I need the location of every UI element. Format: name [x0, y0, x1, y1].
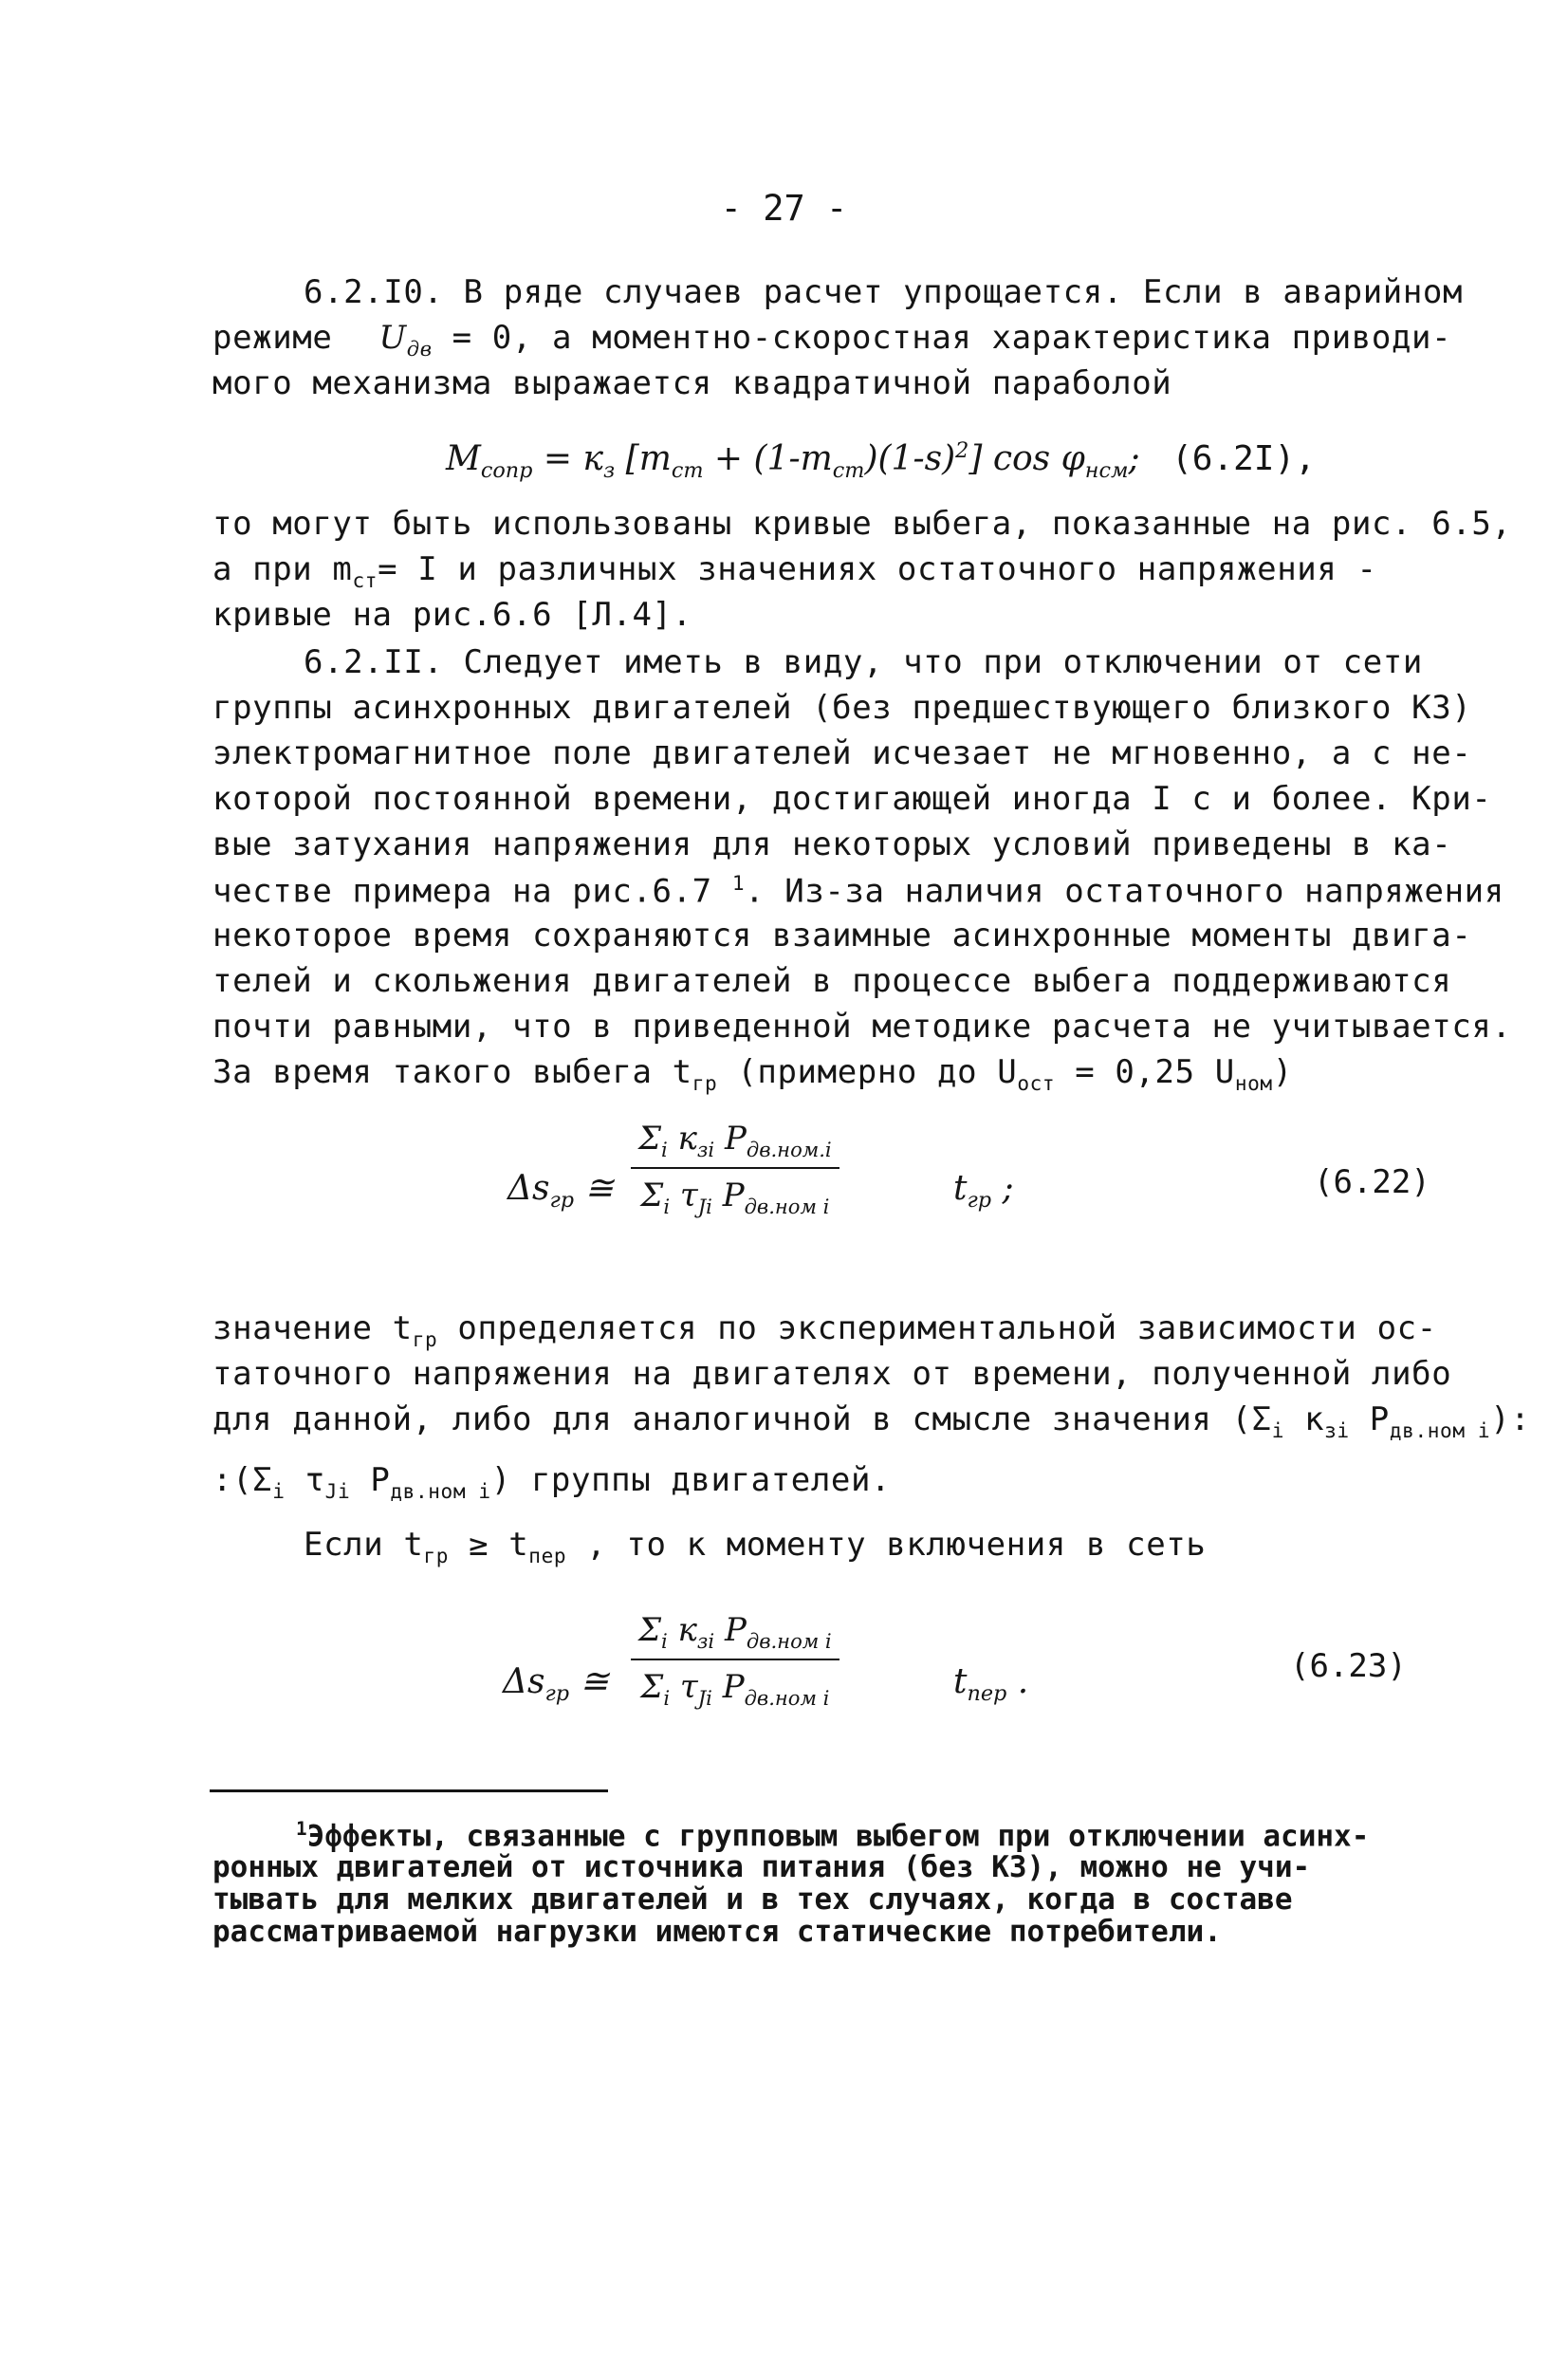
text-line: 6.2.II. Следует иметь в виду, что при отключении от сети — [304, 643, 1423, 681]
math-symbol: $U_{дв}$ — [378, 319, 433, 361]
equation-6-21 — [446, 438, 1316, 483]
page-number: - 27 - — [720, 188, 848, 229]
text-line: для данной, либо для аналогичной в смысле значения ($\Sigma_i$ $к_{зi}$ $P_{дв.ном i}$): — [212, 1400, 1531, 1442]
equation-6-23-rhs: $t_{пер}$ . — [953, 1662, 1029, 1707]
fraction-denominator: $\Sigma_i$ $\tau_{Ji}$ $P_{дв.ном i}$ — [640, 1176, 830, 1218]
text-line: 6.2.I0. В ряде случаев расчет упрощается. Если в аварийном — [304, 273, 1464, 311]
footnote-line: ронных двигателей от источника питания (без КЗ), можно не учи- — [212, 1850, 1311, 1884]
text-line — [212, 319, 1451, 361]
text-line: значение $t_{гр}$ определяется по экспериментальной зависимости ос- — [212, 1309, 1437, 1351]
text-line: некоторое время сохраняются взаимные асинхронные моменты двига- — [212, 917, 1472, 955]
text-fragment: режиме — [212, 319, 333, 357]
text-line: кривые на рис.6.6 [Л.4]. — [212, 596, 692, 634]
text-line: которой постоянной времени, достигающей иногда I с и более. Кри- — [212, 780, 1492, 818]
equation-6-22-lhs: $\Delta s_{гр}$ ≅ — [507, 1169, 614, 1214]
fraction-numerator: $\Sigma_i$ $к_{зi}$ $P_{дв.ном.i}$ — [631, 1120, 839, 1169]
equation-number: (6.22) — [1314, 1163, 1430, 1201]
text-line: мого механизма выражается квадратичной параболой — [212, 364, 1172, 402]
equation-number: (6.23) — [1290, 1647, 1407, 1685]
fraction-numerator: $\Sigma_i$ $к_{зi}$ $P_{дв.ном i}$ — [631, 1611, 839, 1660]
equation-6-23-fraction — [631, 1611, 839, 1710]
fraction-denominator: $\Sigma_i$ $\tau_{Ji}$ $P_{дв.ном i}$ — [640, 1667, 830, 1710]
text-line: электромагнитное поле двигателей исчезает не мгновенно, а с не- — [212, 734, 1472, 772]
equation-formula: $M_{сопр} = к_з$ $[m_{ст} + (1-m_{ст})(1-s)^2]$ $\cos \varphi_{нсм}$; — [446, 438, 1140, 484]
text-line: вые затухания напряжения для некоторых условий приведены в ка- — [212, 825, 1452, 863]
equation-6-23-lhs: $\Delta s_{гр}$ ≅ — [503, 1662, 609, 1707]
footnote-line: рассматриваемой нагрузки имеются статические потребители. — [212, 1915, 1222, 1949]
footnote-rule — [210, 1789, 608, 1792]
equation-number: (6.2I), — [1171, 439, 1316, 478]
equation-6-22-rhs: $t_{гр}$ ; — [953, 1169, 1014, 1214]
text-line: таточного напряжения на двигателях от времени, полученной либо — [212, 1355, 1452, 1393]
text-fragment: = 0, а моментно-скоростная характеристика приводи- — [432, 319, 1452, 357]
equation-6-22-fraction — [631, 1120, 839, 1218]
text-line: Если $t_{гр} \ge t_{пер}$ , то к моменту включения в сеть — [304, 1526, 1207, 1567]
text-line: телей и скольжения двигателей в процессе выбега поддерживаются — [212, 962, 1452, 1000]
text-line: $:(\Sigma_i$ $\tau_{Ji}$ $P_{дв.ном i}$) группы двигателей. — [212, 1461, 892, 1503]
text-line: За время такого выбега $t_{гр}$ (примерно до $U_{ост} = 0,25$ $U_{ном}$) — [212, 1053, 1293, 1095]
text-line: честве примера на рис.6.7 $^1$. Из-за наличия остаточного напряжения — [212, 871, 1504, 911]
footnote-line: $^1$Эффекты, связанные с групповым выбегом при отключении асинх- — [296, 1818, 1370, 1854]
text-line: почти равными, что в приведенной методике расчета не учитывается. — [212, 1008, 1512, 1046]
text-line: группы асинхронных двигателей (без предшествующего близкого КЗ) — [212, 689, 1472, 727]
text-line: а при $m_{ст}= I$ и различных значениях остаточного напряжения - — [212, 550, 1377, 592]
footnote-line: тывать для мелких двигателей и в тех случаях, когда в составе — [212, 1882, 1293, 1917]
text-line: то могут быть использованы кривые выбега, показанные на рис. 6.5, — [212, 505, 1512, 543]
